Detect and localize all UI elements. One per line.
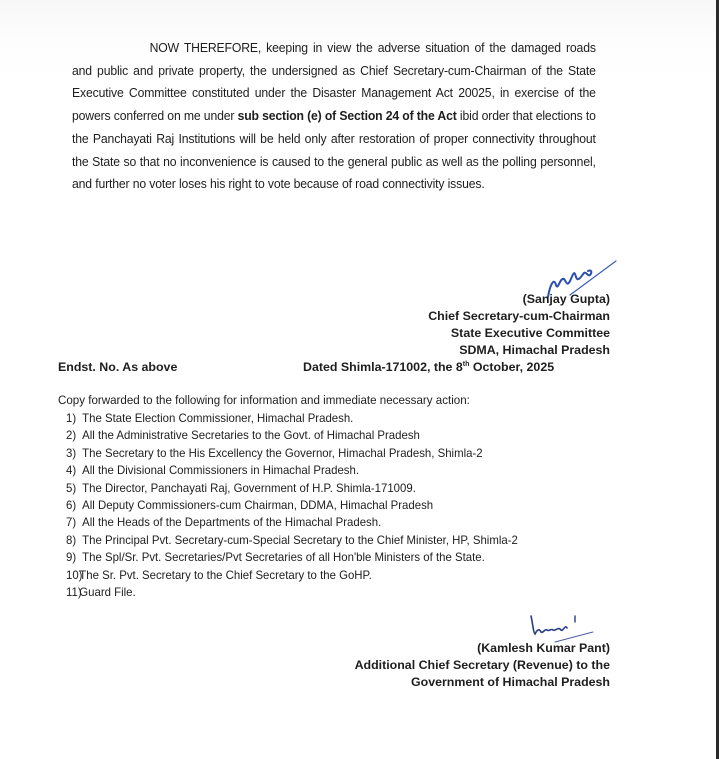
item-text: All the Administrative Secretaries to the Govt. of Himachal Pradesh [82,428,420,443]
distribution-item [66,445,518,462]
copy-forwarded-intro: Copy forwarded to the following for information and immediate necessary action: [58,393,470,407]
distribution-item [66,497,518,514]
distribution-item [66,410,518,427]
item-text: The Secretary to the His Excellency the Governor, Himachal Pradesh, Shimla-2 [82,445,483,460]
distribution-item [66,532,518,549]
signatory-block-acs-revenue [355,640,610,691]
signatory-name: (Kamlesh Kumar Pant) [477,641,610,655]
item-text: Guard File. [79,585,136,600]
item-text: The Director, Panchayati Raj, Government of H.P. Shimla-171009. [82,480,416,495]
item-number: 8) [66,532,77,547]
item-text: The Principal Pvt. Secretary-cum-Special Secretary to the Chief Minister, HP, Shimla-2 [82,532,518,547]
item-number: 5) [66,480,77,495]
distribution-item [66,549,518,566]
item-number: 3) [66,445,77,460]
item-number: 9) [66,550,77,565]
item-text: The State Election Commissioner, Himachal Pradesh. [82,411,354,425]
signatory-designation-line: SDMA, Himachal Pradesh [459,343,610,357]
distribution-item [66,480,518,497]
item-number: 2) [66,428,77,443]
date-ordinal: th [462,361,470,368]
distribution-item [66,514,518,531]
item-number: 6) [66,498,77,513]
distribution-item [66,462,518,479]
signatory-block-chief-secretary [428,291,610,359]
item-text: All the Divisional Commissioners in Himachal Pradesh. [82,463,360,478]
signatory-designation-line: Chief Secretary-cum-Chairman [428,309,610,323]
item-text: All Deputy Commissioners-cum Chairman, DDMA, Himachal Pradesh [82,498,434,513]
order-paragraph [72,37,596,196]
item-number: 7) [66,515,77,530]
endorsement-date [303,360,554,374]
signatory-designation-line: Government of Himachal Pradesh [411,675,610,689]
item-number: 10) [66,567,83,582]
paragraph-text-start: NOW THEREFORE, keeping in view the adverse situation of the damaged roads and public and private property, the undersigned as Chief Secretary-cum-Chairman of the State Executive Committee constituted under the Disaster Management Act 20025, in exercise of the powers conferred on me under [72,41,596,124]
signatory-designation-line: Additional Chief Secretary (Revenue) to the [354,658,610,672]
item-number: 4) [66,463,77,478]
paragraph-text-end: ibid order that elections to the Panchayati Raj Institutions will be held only after restoration of proper connectivity throughout the State so that no inconvenience is caused to the general public as well as the polling personnel, and further no voter loses his right to vote because of road connectivity issues. [72,109,596,192]
endorsement-number: Endst. No. As above [58,360,178,374]
item-text: The Sr. Pvt. Secretary to the Chief Secretary to the GoHP. [79,567,372,582]
item-number: 11) [66,585,82,600]
item-text: All the Heads of the Departments of the Himachal Pradesh. [82,515,382,530]
distribution-item [66,567,518,584]
paragraph-bold-reference: sub section (e) of Section 24 of the Act [237,109,457,124]
signatory-name: (Sanjay Gupta) [522,292,610,306]
distribution-item [66,427,518,444]
item-number: 1) [66,411,77,425]
date-suffix: October, 2025 [469,360,555,374]
date-prefix: Dated Shimla-171002, the 8 [303,360,463,374]
distribution-list [66,410,518,601]
item-text: The Spl/Sr. Pvt. Secretaries/Pvt Secretaries of all Hon'ble Ministers of the State. [82,550,485,565]
distribution-item [66,584,518,601]
signatory-designation-line: State Executive Committee [450,326,610,340]
